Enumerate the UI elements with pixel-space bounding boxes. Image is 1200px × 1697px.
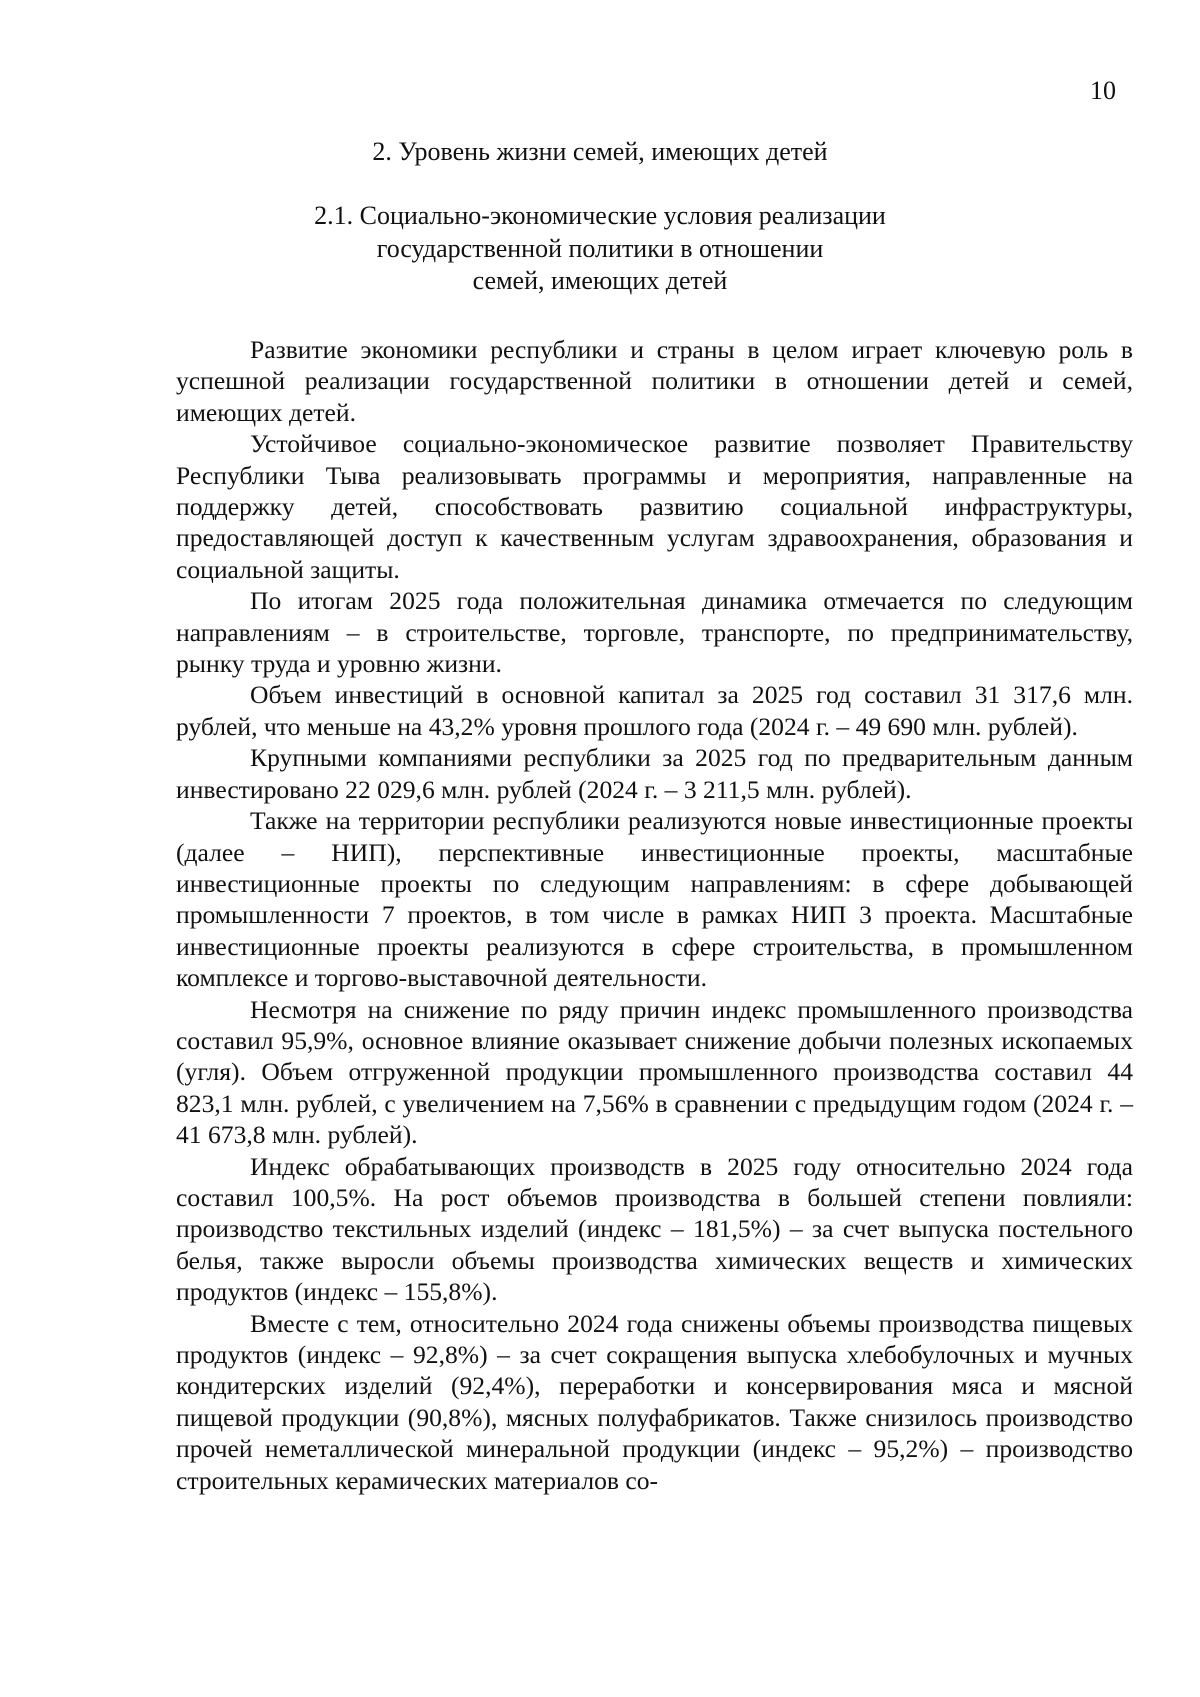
paragraph-sustainable-development: Устойчивое социально-экономическое развитие позволяет Правительству Республики Тыва реализовывать программы и мероприятия, направленные на поддержку детей, способствовать развитию социальной инфраструктуры, предоставляющей доступ к качественным услугам здравоохранения, образования и социальной защиты. <box>176 429 1133 584</box>
section-title: 2. Уровень жизни семей, имеющих детей <box>372 137 828 166</box>
subsection-title-line: 2.1. Социально-экономические условия реализации <box>314 201 886 230</box>
paragraph-investment-projects: Также на территории республики реализуются новые инвестиционные проекты (далее – НИП), перспективные инвестиционные проекты, масштабные инвестиционные проекты по следующим направлениям: в сфере добывающей промышленности 7 проектов, в том числе в рамках НИП 3 проекта. Масштабные инвестиционные проекты реализуются в сфере строительства, в промышленном комплексе и торгово-выставочной деятельности. <box>176 806 1133 993</box>
paragraph-manufacturing-index: Индекс обрабатывающих производств в 2025 году относительно 2024 года составил 100,5%. На рост объемов производства в большей степени повлияли: производство текстильных изделий (индекс – 181,5%) – за счет выпуска постельного белья, также выросли объемы производства химических веществ и химических продуктов (индекс – 155,8%). <box>176 1151 1133 1307</box>
paragraph-industrial-index: Несмотря на снижение по ряду причин индекс промышленного производства составил 95,9%, основное влияние оказывает снижение добычи полезных ископаемых (угля). Объем отгруженной продукции промышленного производства составил 44 823,1 млн. рублей, с увеличением на 7,56% в сравнении с предыдущим годом (2024 г. – 41 673,8 млн. рублей). <box>176 994 1133 1150</box>
paragraph-large-companies: Крупными компаниями республики за 2025 год по предварительным данным инвестировано 22 029,6 млн. рублей (2024 г. – 3 211,5 млн. рублей). <box>176 743 1133 804</box>
body-text <box>176 334 1133 1496</box>
paragraph-positive-dynamics: По итогам 2025 года положительная динамика отмечается по следующим направлениям – в строительстве, торговле, транспорте, по предпринимательству, рынку труда и уровню жизни. <box>176 586 1133 679</box>
page-number: 10 <box>1090 76 1116 105</box>
subsection-title <box>0 200 1200 298</box>
paragraph-production-decline: Вместе с тем, относительно 2024 года снижены объемы производства пищевых продуктов (индекс – 92,8%) – за счет сокращения выпуска хлебобулочных и мучных кондитерских изделий (92,4%), переработки и консервирования мяса и мясной пищевой продукции (90,8%), мясных полуфабрикатов. Также снизилось производство прочей неметаллической минеральной продукции (индекс – 95,2%) – производство строительных керамических материалов со- <box>176 1308 1133 1495</box>
subsection-title-line: семей, имеющих детей <box>472 266 728 295</box>
paragraph-investments: Объем инвестиций в основной капитал за 2025 год составил 31 317,6 млн. рублей, что меньше на 43,2% уровня прошлого года (2024 г. – 49 690 млн. рублей). <box>176 680 1133 741</box>
paragraph-economy-role: Развитие экономики республики и страны в целом играет ключевую роль в успешной реализации государственной политики в отношении детей и семей, имеющих детей. <box>176 335 1133 427</box>
subsection-title-line: государственной политики в отношении <box>376 233 824 263</box>
